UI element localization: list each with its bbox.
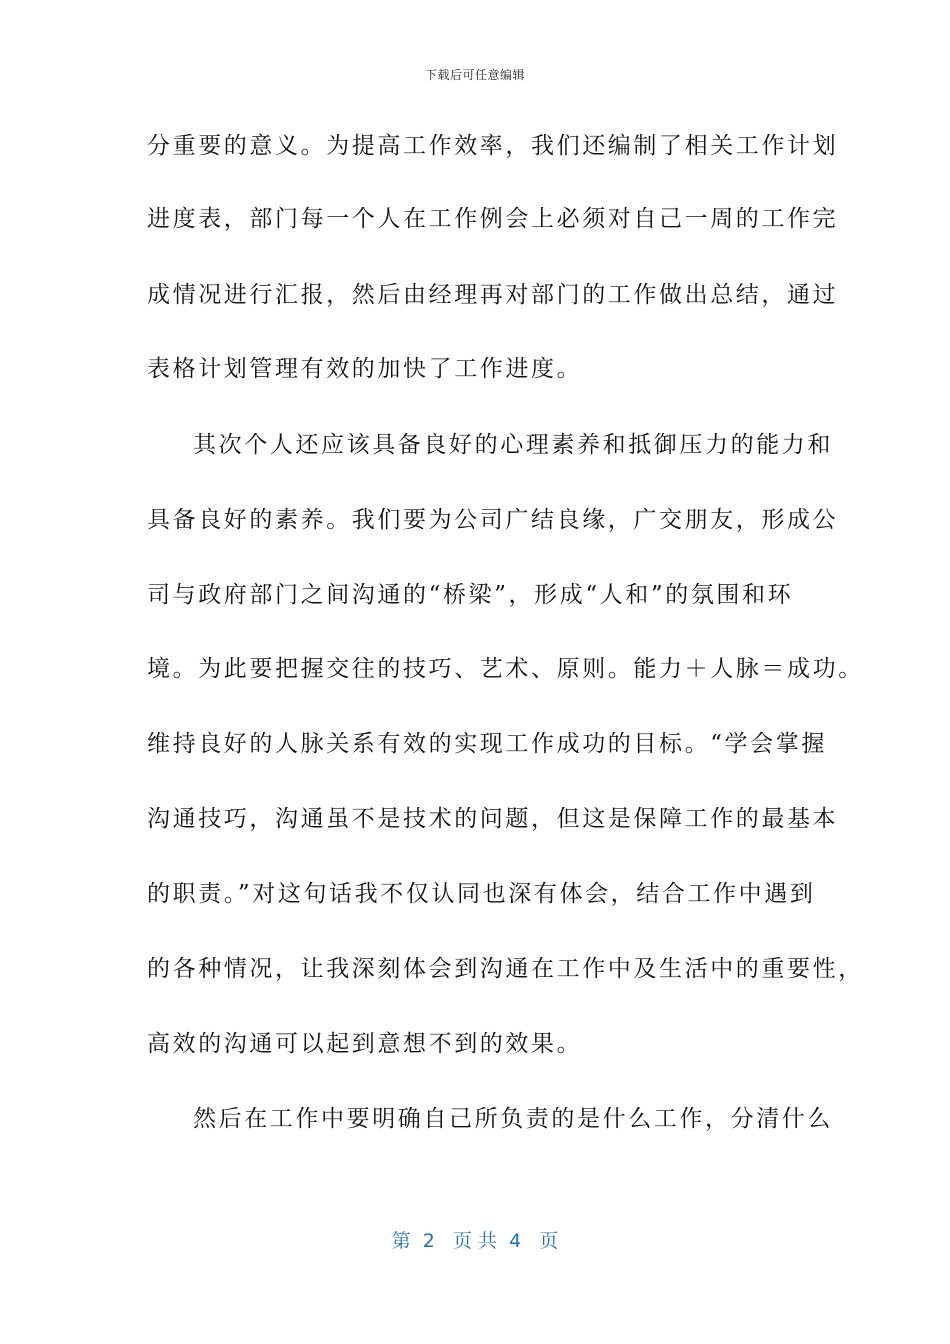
header-note: 下载后可任意编辑 (424, 68, 525, 82)
text-line: 境。为此要把握交往的技巧、艺术、原则。能力＋人脉＝成功。 (147, 656, 864, 682)
paragraph-first-line: 其次个人还应该具备良好的心理素养和抵御压力的能力和 (193, 432, 833, 458)
text-line: 司与政府部门之间沟通的“桥梁”，形成“人和”的氛围和环 (147, 582, 794, 608)
text-line: 的各种情况，让我深刻体会到沟通在工作中及生活中的重要性， (147, 956, 864, 982)
text-line: 成情况进行汇报，然后由经理再对部门的工作做出总结，通过 (147, 282, 839, 308)
text-line: 分重要的意义。为提高工作效率，我们还编制了相关工作计划 (147, 133, 839, 159)
text-line: 高效的沟通可以起到意想不到的效果。 (147, 1031, 583, 1057)
paragraph-first-line: 然后在工作中要明确自己所负责的是什么工作，分清什么 (193, 1106, 833, 1132)
text-line: 沟通技巧，沟通虽不是技术的问题，但这是保障工作的最基本 (147, 806, 839, 832)
text-line: 具备良好的素养。我们要为公司广结良缘，广交朋友，形成公 (147, 507, 839, 533)
text-line: 的职责。”对这句话我不仅认同也深有体会，结合工作中遇到 (147, 881, 816, 907)
text-line: 维持良好的人脉关系有效的实现工作成功的目标。“学会掌握 (147, 731, 827, 757)
text-line: 表格计划管理有效的加快了工作进度。 (147, 356, 583, 382)
page-number-footer: 第 2 页 共 4 页 (391, 1230, 559, 1252)
text-line: 进度表，部门每一个人在工作例会上必须对自己一周的工作完 (147, 206, 839, 232)
